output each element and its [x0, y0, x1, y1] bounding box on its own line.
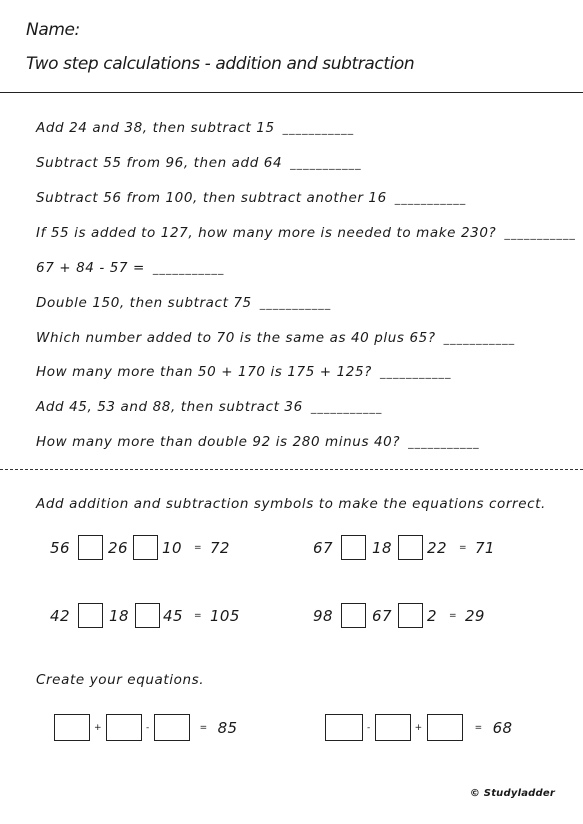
equals-sign: = [199, 722, 208, 733]
answer-blank[interactable]: ___________ [310, 401, 383, 414]
answer-blank[interactable]: ___________ [282, 122, 355, 135]
symbol-equation-1 [50, 535, 230, 560]
question-9 [36, 399, 382, 415]
equals-sign: = [194, 542, 202, 553]
question-1 [36, 120, 354, 136]
minus-sign: - [145, 722, 150, 733]
symbol-equation-2 [313, 535, 495, 560]
section-divider [0, 469, 583, 470]
symbol-box[interactable] [135, 603, 160, 628]
answer-box[interactable] [54, 714, 90, 741]
equation-result: 72 [209, 538, 230, 557]
question-text: Subtract 56 from 100, then subtract another 16 [36, 190, 387, 206]
question-text: Subtract 55 from 96, then add 64 [36, 155, 283, 171]
plus-sign: + [414, 722, 423, 733]
create-equation-1 [54, 714, 237, 741]
equation-result: 85 [217, 718, 238, 737]
answer-box[interactable] [106, 714, 142, 741]
name-label: Name: [26, 20, 80, 40]
question-3 [36, 190, 466, 206]
equation-number: 42 [50, 606, 70, 625]
equation-number: 18 [109, 606, 129, 625]
question-2 [36, 155, 362, 171]
equation-result: 29 [464, 606, 485, 625]
minus-sign: - [367, 722, 371, 733]
symbol-box[interactable] [341, 603, 366, 628]
answer-blank[interactable]: ___________ [394, 192, 467, 205]
symbol-box[interactable] [78, 535, 103, 560]
equation-number: 18 [372, 538, 392, 557]
symbol-box[interactable] [78, 603, 103, 628]
symbol-box[interactable] [398, 535, 423, 560]
equals-sign: = [194, 610, 202, 621]
question-text: If 55 is added to 127, how many more is needed to make 230? [36, 225, 497, 241]
equation-number: 10 [162, 538, 182, 557]
create-equation-2 [325, 714, 512, 741]
equation-number: 67 [372, 606, 392, 625]
question-text: 67 + 84 - 57 = [36, 260, 145, 276]
copyright-text: © Studyladder [469, 788, 555, 799]
equation-result: 105 [209, 606, 240, 625]
equation-number: 56 [50, 538, 70, 557]
answer-blank[interactable]: ___________ [259, 297, 332, 310]
symbols-instruction: Add addition and subtraction symbols to make the equations correct. [36, 496, 546, 512]
worksheet-title: Two step calculations - addition and subtraction [26, 54, 415, 74]
symbol-box[interactable] [398, 603, 423, 628]
question-text: How many more than double 92 is 280 minus 40? [36, 434, 401, 450]
answer-box[interactable] [375, 714, 411, 741]
equation-number: 22 [427, 538, 447, 557]
equation-result: 71 [474, 538, 495, 557]
answer-blank[interactable]: ___________ [504, 227, 576, 240]
question-10 [36, 434, 480, 450]
answer-box[interactable] [427, 714, 463, 741]
answer-box[interactable] [154, 714, 190, 741]
answer-blank[interactable]: ___________ [443, 332, 516, 345]
symbol-box[interactable] [133, 535, 158, 560]
create-instruction: Create your equations. [36, 672, 205, 688]
question-5 [36, 260, 224, 276]
question-text: Add 45, 53 and 88, then subtract 36 [36, 399, 303, 415]
equals-sign: = [474, 722, 483, 733]
header-divider [0, 92, 583, 93]
equation-result: 68 [492, 718, 513, 737]
answer-blank[interactable]: ___________ [152, 262, 225, 275]
equals-sign: = [449, 610, 457, 621]
question-7 [36, 330, 515, 346]
equation-number: 67 [313, 538, 333, 557]
answer-blank[interactable]: ___________ [408, 436, 480, 449]
question-text: Double 150, then subtract 75 [36, 295, 252, 311]
answer-blank[interactable]: ___________ [379, 366, 452, 379]
equation-number: 2 [427, 606, 437, 625]
question-text: Add 24 and 38, then subtract 15 [36, 120, 275, 136]
equation-number: 45 [163, 606, 183, 625]
question-6 [36, 295, 331, 311]
answer-blank[interactable]: ___________ [290, 157, 362, 170]
answer-box[interactable] [325, 714, 363, 741]
equation-number: 98 [313, 606, 333, 625]
symbol-equation-3 [50, 603, 240, 628]
equation-number: 26 [108, 538, 128, 557]
question-4 [36, 225, 576, 241]
question-8 [36, 364, 451, 380]
equals-sign: = [459, 542, 467, 553]
symbol-equation-4 [313, 603, 485, 628]
question-text: Which number added to 70 is the same as 40 plus 65? [36, 330, 436, 346]
symbol-box[interactable] [341, 535, 366, 560]
plus-sign: + [94, 722, 102, 733]
question-text: How many more than 50 + 170 is 175 + 125? [36, 364, 372, 380]
